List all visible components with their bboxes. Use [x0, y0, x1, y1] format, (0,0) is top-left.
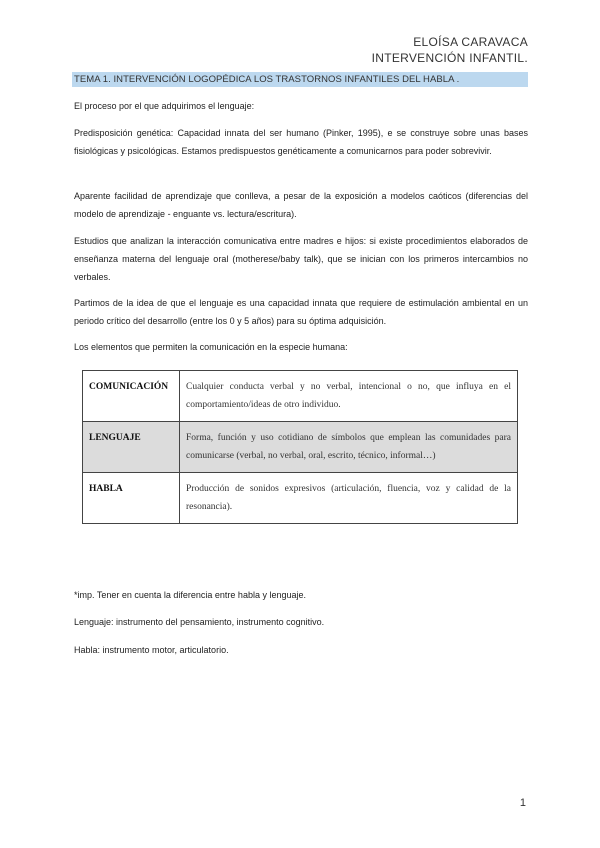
paragraph: Predisposición genética: Capacidad innata del ser humano (Pinker, 1995), e se construye sobre unas bases fisiológicas y psicológicas. Estamos predispuestos genéticamente a comunicarnos para poder sobrevivir.	[74, 128, 528, 156]
table-row	[83, 371, 518, 422]
document-title: TEMA 1. INTERVENCIÓN LOGOPÉDICA LOS TRASTORNOS INFANTILES DEL HABLA .	[74, 74, 460, 85]
communication-table	[82, 370, 518, 524]
paragraph-elements	[74, 338, 528, 356]
paragraph: Partimos de la idea de que el lenguaje es una capacidad innata que requiere de estimulación ambiental en un periodo crítico del desarrollo (entre los 0 y 5 años) para su óptima adquisición.	[74, 298, 528, 326]
table-row	[83, 473, 518, 524]
table-term: LENGUAJE	[83, 422, 180, 473]
paragraph: El proceso por el que adquirimos el lenguaje:	[74, 101, 255, 111]
header-author: ELOÍSA CARAVACA	[413, 35, 528, 49]
note-speech	[74, 641, 528, 659]
paragraph: Aparente facilidad de aprendizaje que conlleva, a pesar de la exposición a modelos caóticos (diferencias del modelo de aprendizaje - enguante vs. lectura/escritura).	[74, 191, 528, 219]
paragraph-predisposition	[74, 124, 528, 160]
table-definition: Forma, función y uso cotidiano de símbolos que emplean las comunidades para comunicarse (verbal, no verbal, oral, escrito, técnico, informal…)	[180, 422, 518, 473]
table-definition: Producción de sonidos expresivos (articulación, fluencia, voz y calidad de la resonancia).	[180, 473, 518, 524]
paragraph-intro	[74, 97, 528, 115]
paragraph-innate	[74, 294, 528, 330]
note: Lenguaje: instrumento del pensamiento, instrumento cognitivo.	[74, 617, 325, 627]
page-number: 1	[519, 797, 526, 809]
note: Habla: instrumento motor, articulatorio.	[74, 645, 229, 655]
table-definition: Cualquier conducta verbal y no verbal, intencional o no, que influya en el comportamiento/ideas de otro individuo.	[180, 371, 518, 422]
note: *imp. Tener en cuenta la diferencia entre habla y lenguaje.	[74, 590, 306, 600]
header-subject: INTERVENCIÓN INFANTIL.	[371, 51, 528, 65]
note-language	[74, 613, 528, 631]
table-row	[83, 422, 518, 473]
paragraph: Los elementos que permiten la comunicación en la especie humana:	[74, 342, 348, 352]
paragraph-learning	[74, 187, 528, 223]
table-term: COMUNICACIÓN	[83, 371, 180, 422]
page-header	[372, 34, 528, 66]
paragraph: Estudios que analizan la interacción comunicativa entre madres e hijos: si existe procedimientos elaborados de enseñanza materna del lenguaje oral (motherese/baby talk), que se inician con los primeros intercambios no verbales.	[74, 236, 528, 282]
paragraph-studies	[74, 232, 528, 286]
note-important	[74, 586, 528, 604]
table-term: HABLA	[83, 473, 180, 524]
